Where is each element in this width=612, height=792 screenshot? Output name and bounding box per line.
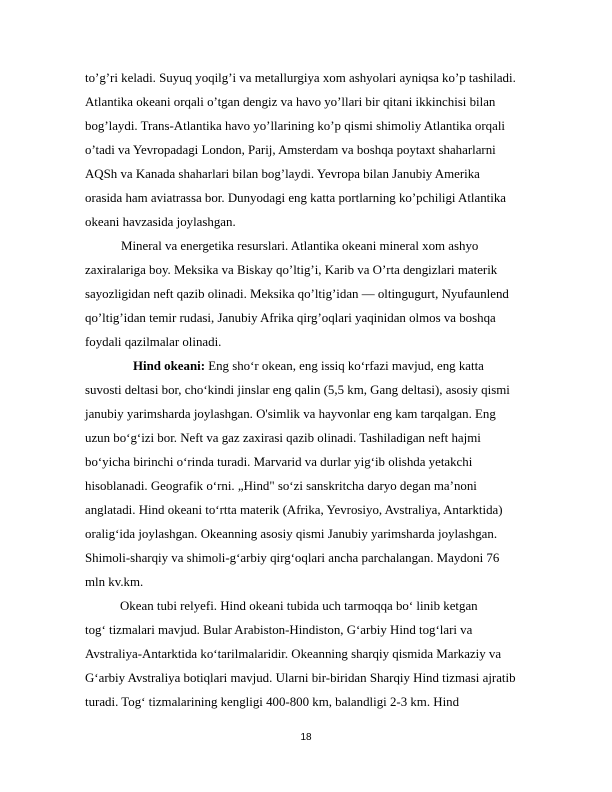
text-line: G‘arbiy Avstraliya botiqlari mavjud. Ularni bir-biridan Sharqiy Hind tizmasi ajratib	[85, 671, 516, 685]
paragraph-first-line: Okean tubi relyefi. Hind okeani tubida uch tarmoqqa bo‘ linib ketgan	[120, 599, 478, 613]
text-line: oralig‘ida joylashgan. Okeanning asosiy qismi Janubiy yarimsharda joylashgan.	[85, 527, 498, 541]
page-number: 18	[300, 732, 312, 743]
text-line: sayozligidan neft qazib olinadi. Meksika qo’ltig’idan — oltingugurt, Nyufaunlend	[85, 287, 509, 301]
text-line: turadi. Tog‘ tizmalarining kengligi 400-800 km, balandligi 2-3 km. Hind	[85, 695, 460, 709]
text-line: zaxiralariga boy. Meksika va Biskay qo’ltig’i, Karib va O’rta dengizlari materik	[85, 263, 498, 277]
text-line: anglatadi. Hind okeani to‘rtta materik (Afrika, Yevrosiyo, Avstraliya, Antarktida)	[85, 503, 503, 517]
text-line: qo’ltig’idan temir rudasi, Janubiy Afrika qirg’oqlari yaqinidan olmos va boshqa	[85, 311, 496, 325]
text-line: Shimoli-sharqiy va shimoli-g‘arbiy qirg‘oqlari ancha parchalangan. Maydoni 76	[85, 551, 500, 565]
text-line: to’g’ri keladi. Suyuq yoqilg’i va metallurgiya xom ashyolari ayniqsa ko’p tashiladi.	[85, 71, 516, 85]
text-line: mln kv.km.	[85, 575, 144, 589]
text-line: orasida ham aviatrassa bor. Dunyodagi eng katta portlarning ko’pchiligi Atlantika	[85, 191, 506, 205]
text-line: AQSh va Kanada shaharlari bilan bog’laydi. Yevropa bilan Janubiy Amerika	[85, 167, 480, 181]
text-line: tog‘ tizmalari mavjud. Bular Arabiston-Hindiston, G‘arbiy Hind tog‘lari va	[85, 623, 473, 637]
text-line: uzun bo‘g‘izi bor. Neft va gaz zaxirasi qazib olinadi. Tashiladigan neft hajmi	[85, 431, 481, 445]
text-line: janubiy yarimsharda joylashgan. O'simlik va hayvonlar eng kam tarqalgan. Eng	[85, 407, 496, 421]
text-line: foydali qazilmalar olinadi.	[85, 335, 222, 349]
text-line: Eng sho‘r okean, eng issiq ko‘rfazi mavjud, eng katta	[208, 359, 484, 373]
text-line: Avstraliya-Antarktida ko‘tarilmalaridir. Okeanning sharqiy qismida Markaziy va	[85, 647, 502, 661]
text-line: hisoblanadi. Geografik o‘rni. „Hind" so‘zi sanskritcha daryo degan ma’noni	[85, 479, 477, 493]
text-line: suvosti deltasi bor, cho‘kindi jinslar eng qalin (5,5 km, Gang deltasi), asosiy qismi	[85, 383, 510, 397]
text-line: bo‘yicha birinchi o‘rinda turadi. Marvarid va durlar yig‘ib olishda yetakchi	[85, 455, 473, 469]
paragraph-first-line: Mineral va energetika resurslari. Atlantika okeani mineral xom ashyo	[121, 239, 479, 253]
section-heading-hind-okeani: Hind okeani:	[133, 359, 205, 373]
paragraph-first-line	[133, 358, 484, 374]
text-line: o’tadi va Yevropadagi London, Parij, Amsterdam va boshqa poytaxt shaharlarni	[85, 143, 496, 157]
text-line: okeani havzasida joylashgan.	[85, 215, 236, 229]
text-line: Atlantika okeani orqali o’tgan dengiz va havo yo’llari bir qitani ikkinchisi bilan	[85, 95, 496, 109]
text-line: bog’laydi. Trans-Atlantika havo yo’llarining ko’p qismi shimoliy Atlantika orqali	[85, 119, 505, 133]
